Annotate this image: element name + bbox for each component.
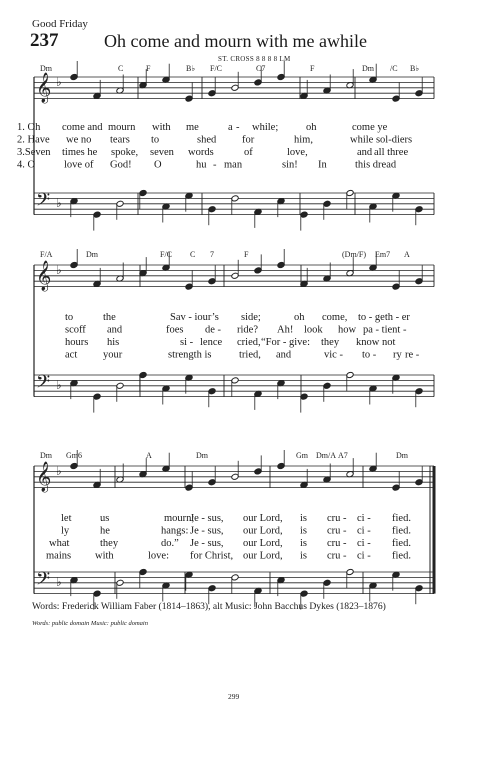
lyric-syllable: man [224,159,243,171]
lyric-syllable: what [49,538,70,549]
lyric-syllable: ry [393,349,402,361]
lyric-syllable: to [65,312,74,323]
lyric-syllable: the [103,312,116,323]
lyric-syllable: re - [405,349,420,361]
lyric-syllable: ride? [237,324,258,336]
lyric-syllable: this dread [355,159,397,171]
lyric-syllable: all three [374,147,409,158]
lyric-syllable: love: [148,550,169,562]
lyric-syllable: - [213,159,217,171]
lyric-syllable: our Lord, [243,550,283,562]
hymn-title: Oh come and mourn with me awhile [104,31,367,51]
lyric-syllable: a [228,122,233,133]
lyric-syllable: we no [66,134,92,146]
lyric-syllable: hours [65,337,89,348]
key-flat-treble-3: ♭ [56,464,62,478]
lyric-syllable: Sav - iour’s [170,312,219,323]
lyric-syllable: look [304,324,323,336]
lyric-syllable: is [300,513,308,524]
lyric-syllable: Je - sus, [190,538,224,549]
page-number: 299 [228,692,240,701]
chord-symbol-3-4: Dm [196,451,208,460]
lyric-syllable: si - [180,337,194,348]
tune-name: ST. CROSS 8 8 8 8 LM [218,55,291,63]
treble-clef-2: 𝄞 [36,261,52,291]
lyric-syllable: strength is [168,349,212,361]
lyric-syllable: side; [241,312,261,323]
lyric-syllable: Je - sus, [190,513,224,524]
lyric-syllable: for [242,134,255,146]
chord-symbol-3-2: Gm6 [66,451,82,460]
bass-clef-2: 𝄢 [36,372,51,397]
lyric-syllable: mourn; [164,513,195,524]
lyric-syllable: mourn [108,122,136,133]
chord-symbol-3-3: A [146,451,152,460]
lyric-syllable: let [61,513,72,524]
chord-symbol-2-6: F [244,250,249,259]
chord-symbol-2-9: A [404,250,410,259]
lyric-syllable: with [152,122,171,133]
chord-symbol-1-7: F [310,64,315,73]
lyric-syllable: while sol-diers [350,134,413,146]
chord-symbol-1-10: B♭ [410,64,420,73]
lyric-syllable: tears [110,134,130,146]
lyric-syllable: cru - [327,525,347,537]
chord-symbol-1-1: Dm [40,64,52,73]
lyric-syllable: cru - [327,550,347,562]
chord-symbol-3-5: Gm [296,451,308,460]
chord-symbol-1-6: C7 [256,64,266,73]
lyric-syllable: your [103,349,123,361]
lyric-syllable: ly [61,525,70,537]
lyric-syllable: lence [200,337,223,348]
lyric-syllable: Ah! [277,324,294,336]
lyric-syllable: while; [252,122,279,133]
lyric-syllable: they [321,337,340,348]
lyric-syllable: our Lord, [243,538,283,549]
key-flat-treble-2: ♭ [56,263,62,277]
lyric-syllable: is [300,525,308,537]
treble-clef-1: 𝄞 [36,73,52,103]
chord-symbol-2-2: Dm [86,250,98,259]
chord-symbol-2-3: F/C [160,250,173,259]
lyric-syllable: come ye [352,122,388,133]
key-flat-treble-1: ♭ [56,75,62,89]
key-flat-bass-1: ♭ [56,196,62,210]
section-heading: Good Friday [32,18,88,30]
lyric-syllable: fied. [392,550,411,562]
lyric-syllable: to - geth - er [358,312,410,323]
lyric-syllable: for Christ, [190,550,234,562]
lyric-syllable: hangs: [161,525,189,537]
lyric-syllable: - [236,122,240,133]
chord-symbol-1-4: B♭ [186,64,196,73]
lyric-syllable: cried, [237,337,261,348]
lyric-syllable: ci - [357,513,371,524]
lyric-syllable: ci - [357,538,371,549]
lyric-syllable: act [65,349,78,361]
lyric-syllable: vic - [324,349,343,361]
lyric-syllable: his [107,337,120,348]
lyric-syllable: O [154,159,162,171]
lyric-syllable: ci - [357,525,371,537]
lyric-syllable: Je - sus, [190,525,224,537]
lyric-syllable: mains [46,550,72,562]
lyric-syllable: and [107,324,123,336]
lyric-syllable: seven [150,147,174,158]
lyric-syllable: sin! [282,159,298,171]
lyric-syllable: me [186,122,199,133]
lyric-syllable: do.” [161,538,179,549]
lyric-syllable: know not [356,337,396,348]
lyric-syllable: “For - give: [261,337,310,348]
lyric-syllable: In [318,159,327,171]
lyric-syllable: times he [62,147,98,158]
lyric-syllable: 2. Have [17,134,50,146]
lyric-syllable: fied. [392,538,411,549]
key-flat-bass-3: ♭ [56,575,62,589]
lyric-syllable: ci - [357,550,371,562]
lyric-syllable: scoff [65,324,86,336]
lyric-syllable: he [100,525,110,537]
lyric-syllable: 1. Oh [17,122,41,133]
lyric-syllable: our Lord, [243,513,283,524]
chord-symbol-2-5: 7 [210,250,214,259]
lyric-syllable: cru - [327,513,347,524]
lyric-syllable: tried, [239,349,261,361]
lyric-syllable: oh [294,312,305,323]
lyric-syllable: de - [205,324,222,336]
chord-symbol-2-1: F/A [40,250,53,259]
lyric-syllable: him, [294,134,313,146]
hymn-number: 237 [30,30,59,51]
treble-clef-3: 𝄞 [36,462,52,492]
lyric-syllable: us [100,513,110,524]
lyric-syllable: 4. O [17,159,36,171]
lyric-syllable: oh [306,122,317,133]
lyric-syllable: fied. [392,525,411,537]
bass-clef-3: 𝄢 [36,569,51,594]
lyric-syllable: love of [64,159,94,171]
lyric-syllable: and [357,147,373,158]
lyric-syllable: come and [62,122,103,133]
chord-symbol-2-8: Em7 [375,250,391,259]
chord-symbol-1-5: F/C [210,64,223,73]
chord-symbol-3-6: Dm/A [316,451,336,460]
chord-symbol-3-7: A7 [338,451,348,460]
lyric-syllable: and [276,349,292,361]
lyric-syllable: words [188,147,214,158]
chord-symbol-1-9: /C [390,64,398,73]
lyric-syllable: God! [110,159,132,171]
lyric-syllable: hu [196,159,207,171]
lyric-syllable: love, [287,147,308,158]
lyric-syllable: how [338,324,357,336]
lyric-syllable: they [100,538,119,549]
bass-clef-1: 𝄢 [36,190,51,215]
lyric-syllable: to [151,134,160,146]
lyric-syllable: our Lord, [243,525,283,537]
lyric-syllable: of [244,147,253,158]
chord-symbol-3-1: Dm [40,451,52,460]
lyric-syllable: pa - tient - [363,324,407,336]
lyric-syllable: is [300,538,308,549]
lyric-syllable: shed [197,134,217,146]
chord-symbol-1-2: C [118,64,124,73]
lyric-syllable: to - [362,349,377,361]
key-flat-bass-2: ♭ [56,378,62,392]
chord-symbol-2-4: C [190,250,196,259]
lyric-syllable: fied. [392,513,411,524]
credits-line: Words: Frederick William Faber (1814–1863), alt Music: John Bacchus Dykes (1823–1876) [32,601,386,612]
lyric-syllable: 3.Seven [17,147,51,158]
lyric-syllable: foes [166,324,184,336]
lyric-syllable: with [95,550,114,562]
chord-symbol-3-8: Dm [396,451,408,460]
lyric-syllable: spoke, [111,147,139,158]
rights-line: Words: public domain Music: public domain [32,620,148,627]
lyric-syllable: come, [322,312,348,323]
chord-symbol-2-7: (Dm/F) [342,250,366,259]
chord-symbol-1-8: Dm [362,64,374,73]
lyric-syllable: cru - [327,538,347,549]
chord-symbol-1-3: F [146,64,151,73]
lyric-syllable: is [300,550,308,562]
